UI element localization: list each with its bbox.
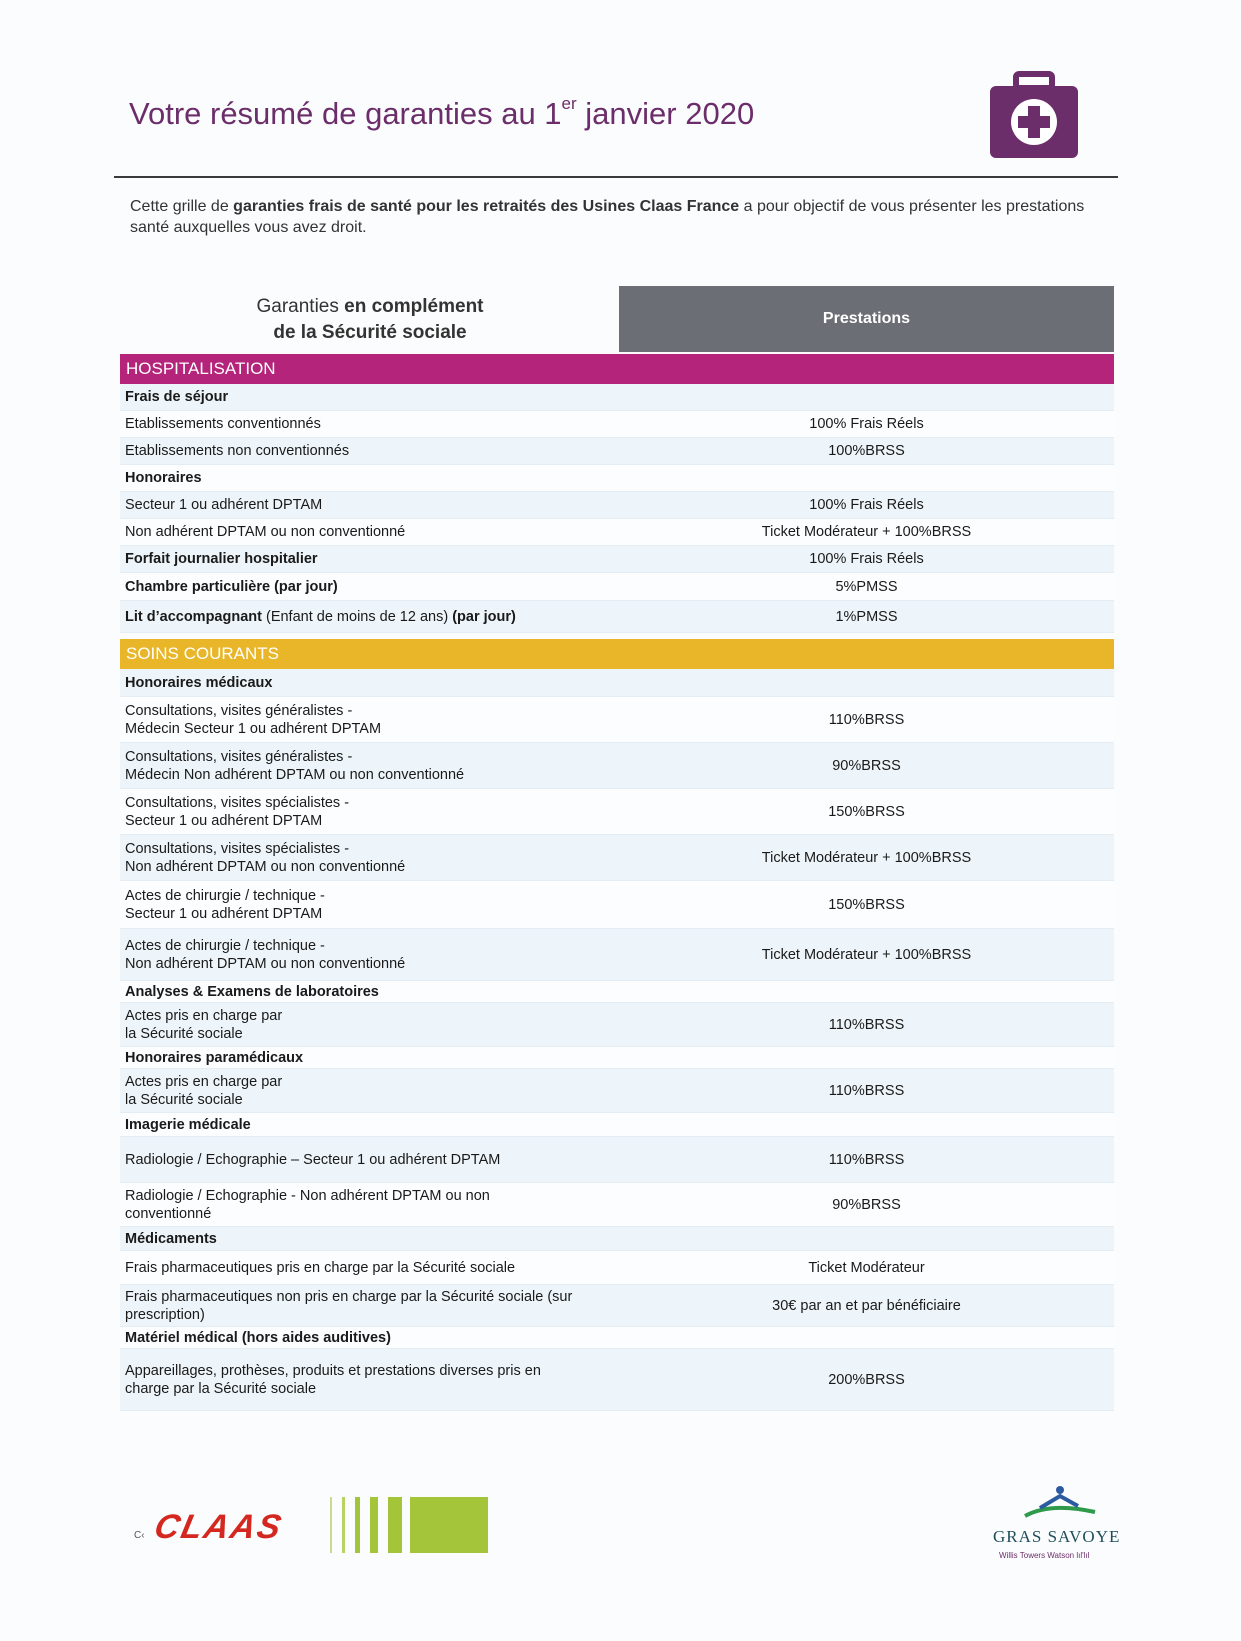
table-row <box>120 1327 1114 1349</box>
row-value: 1%PMSS <box>835 608 898 625</box>
table-row <box>120 1349 1114 1411</box>
row-label: Médicaments <box>125 1230 217 1247</box>
row-value: 100% Frais Réels <box>809 416 924 432</box>
row-value: 30€ par an et par bénéficiaire <box>772 1297 961 1314</box>
row-value: 90%BRSS <box>832 1196 901 1213</box>
hosp-rows <box>120 384 1114 601</box>
row-label: Radiologie / Echographie – Secteur 1 ou adhérent DPTAM <box>125 1151 501 1168</box>
row-label: Lit d’accompagnant (Enfant de moins de 12 ans) (par jour) <box>125 608 516 625</box>
row-value: 110%BRSS <box>828 1016 905 1033</box>
row-value: 110%BRSS <box>828 711 905 728</box>
row-label: Appareillages, prothèses, produits et prestations diverses pris en charge par la Sécurité sociale <box>125 1362 541 1397</box>
soins-rows <box>120 669 1114 1411</box>
table-row <box>120 743 1114 789</box>
gras-savoye-subtitle: Willis Towers Watson lıl'lıl <box>999 1551 1090 1560</box>
gras-savoye-logo: GRAS SAVOYE <box>993 1527 1121 1546</box>
row-label: Radiologie / Echographie - Non adhérent DPTAM ou non conventionné <box>125 1187 490 1222</box>
table-row <box>120 1069 1114 1113</box>
table-row <box>120 411 1114 438</box>
row-value: 110%BRSS <box>828 1151 905 1168</box>
row-label: Frais de séjour <box>125 389 229 405</box>
table-row <box>120 384 1114 411</box>
table-row <box>120 1227 1114 1251</box>
table-row <box>120 929 1114 981</box>
guarantees-table <box>120 354 1114 1411</box>
row-value: 90%BRSS <box>832 757 901 774</box>
gras-savoye-figure-icon <box>1020 1484 1100 1524</box>
row-label: Frais pharmaceutiques non pris en charge par la Sécurité sociale (sur prescription) <box>125 1288 573 1323</box>
table-row <box>120 1047 1114 1069</box>
claas-prefix: C‹ <box>134 1530 145 1541</box>
section-soins-courants: SOINS COURANTS <box>120 639 1114 669</box>
row-value: 100% Frais Réels <box>809 551 924 567</box>
table-row <box>120 601 1114 633</box>
title-divider <box>114 176 1118 178</box>
table-row <box>120 1137 1114 1183</box>
table-row <box>120 1113 1114 1137</box>
row-label: Consultations, visites généralistes - Médecin Non adhérent DPTAM ou non conventionné <box>125 748 465 783</box>
row-value: Ticket Modérateur + 100%BRSS <box>761 849 972 866</box>
claas-bars-graphic <box>330 1497 490 1553</box>
table-row <box>120 1003 1114 1047</box>
row-label: Analyses & Examens de laboratoires <box>125 983 379 1000</box>
table-row <box>120 519 1114 546</box>
page-title: Votre résumé de garanties au 1er janvier 2020 <box>129 93 755 131</box>
row-label: Honoraires <box>125 470 202 486</box>
row-label: Non adhérent DPTAM ou non conventionné <box>125 524 406 540</box>
row-label: Etablissements non conventionnés <box>125 443 350 459</box>
row-label: Actes pris en charge par la Sécurité sociale <box>125 1007 283 1042</box>
table-row <box>120 697 1114 743</box>
table-row <box>120 438 1114 465</box>
row-value: 100%BRSS <box>828 443 905 459</box>
medical-kit-icon <box>990 70 1078 158</box>
row-value: Ticket Modérateur + 100%BRSS <box>761 524 972 540</box>
row-label: Matériel médical (hors aides auditives) <box>125 1329 391 1346</box>
table-row <box>120 881 1114 929</box>
table-row <box>120 546 1114 573</box>
row-label: Imagerie médicale <box>125 1116 251 1133</box>
row-value: Ticket Modérateur + 100%BRSS <box>761 946 972 963</box>
table-row <box>120 1183 1114 1227</box>
row-value: Ticket Modérateur <box>808 1259 925 1276</box>
table-row <box>120 835 1114 881</box>
row-value: 5%PMSS <box>835 578 898 595</box>
row-label: Consultations, visites généralistes - Médecin Secteur 1 ou adhérent DPTAM <box>125 702 382 737</box>
row-label: Actes pris en charge par la Sécurité sociale <box>125 1073 283 1108</box>
row-label: Actes de chirurgie / technique - Secteur 1 ou adhérent DPTAM <box>125 887 325 922</box>
row-label: Consultations, visites spécialistes - Non adhérent DPTAM ou non conventionné <box>125 840 406 875</box>
row-label: Chambre particulière (par jour) <box>125 578 338 595</box>
row-label: Secteur 1 ou adhérent DPTAM <box>125 497 323 513</box>
intro-text: Cette grille de garanties frais de santé pour les retraités des Usines Claas France a pour objectif de vous présenter les prestations santé auxquelles vous avez droit. <box>130 198 1085 236</box>
row-label: Forfait journalier hospitalier <box>125 551 318 567</box>
table-row <box>120 669 1114 697</box>
column-header-garanties: Garanties en complément de la Sécurité sociale <box>256 296 484 343</box>
row-value: 110%BRSS <box>828 1082 905 1099</box>
table-row <box>120 1285 1114 1327</box>
claas-logo: CLAAS <box>151 1508 287 1546</box>
row-label: Frais pharmaceutiques pris en charge par la Sécurité sociale <box>125 1259 516 1276</box>
table-row <box>120 1251 1114 1285</box>
row-value: 150%BRSS <box>828 896 905 913</box>
column-header-prestations: Prestations <box>619 286 1114 352</box>
row-label: Etablissements conventionnés <box>125 416 321 432</box>
row-value: 100% Frais Réels <box>809 497 924 513</box>
row-value: 150%BRSS <box>828 803 905 820</box>
row-label: Consultations, visites spécialistes - Secteur 1 ou adhérent DPTAM <box>125 794 350 829</box>
section-hospitalisation: HOSPITALISATION <box>120 354 1114 384</box>
row-label: Honoraires médicaux <box>125 674 273 691</box>
table-row <box>120 573 1114 601</box>
table-row <box>120 492 1114 519</box>
table-row <box>120 981 1114 1003</box>
row-label: Honoraires paramédicaux <box>125 1049 304 1066</box>
row-value: 200%BRSS <box>828 1371 905 1388</box>
row-label: Actes de chirurgie / technique - Non adhérent DPTAM ou non conventionné <box>125 937 406 972</box>
table-row <box>120 789 1114 835</box>
table-row <box>120 465 1114 492</box>
